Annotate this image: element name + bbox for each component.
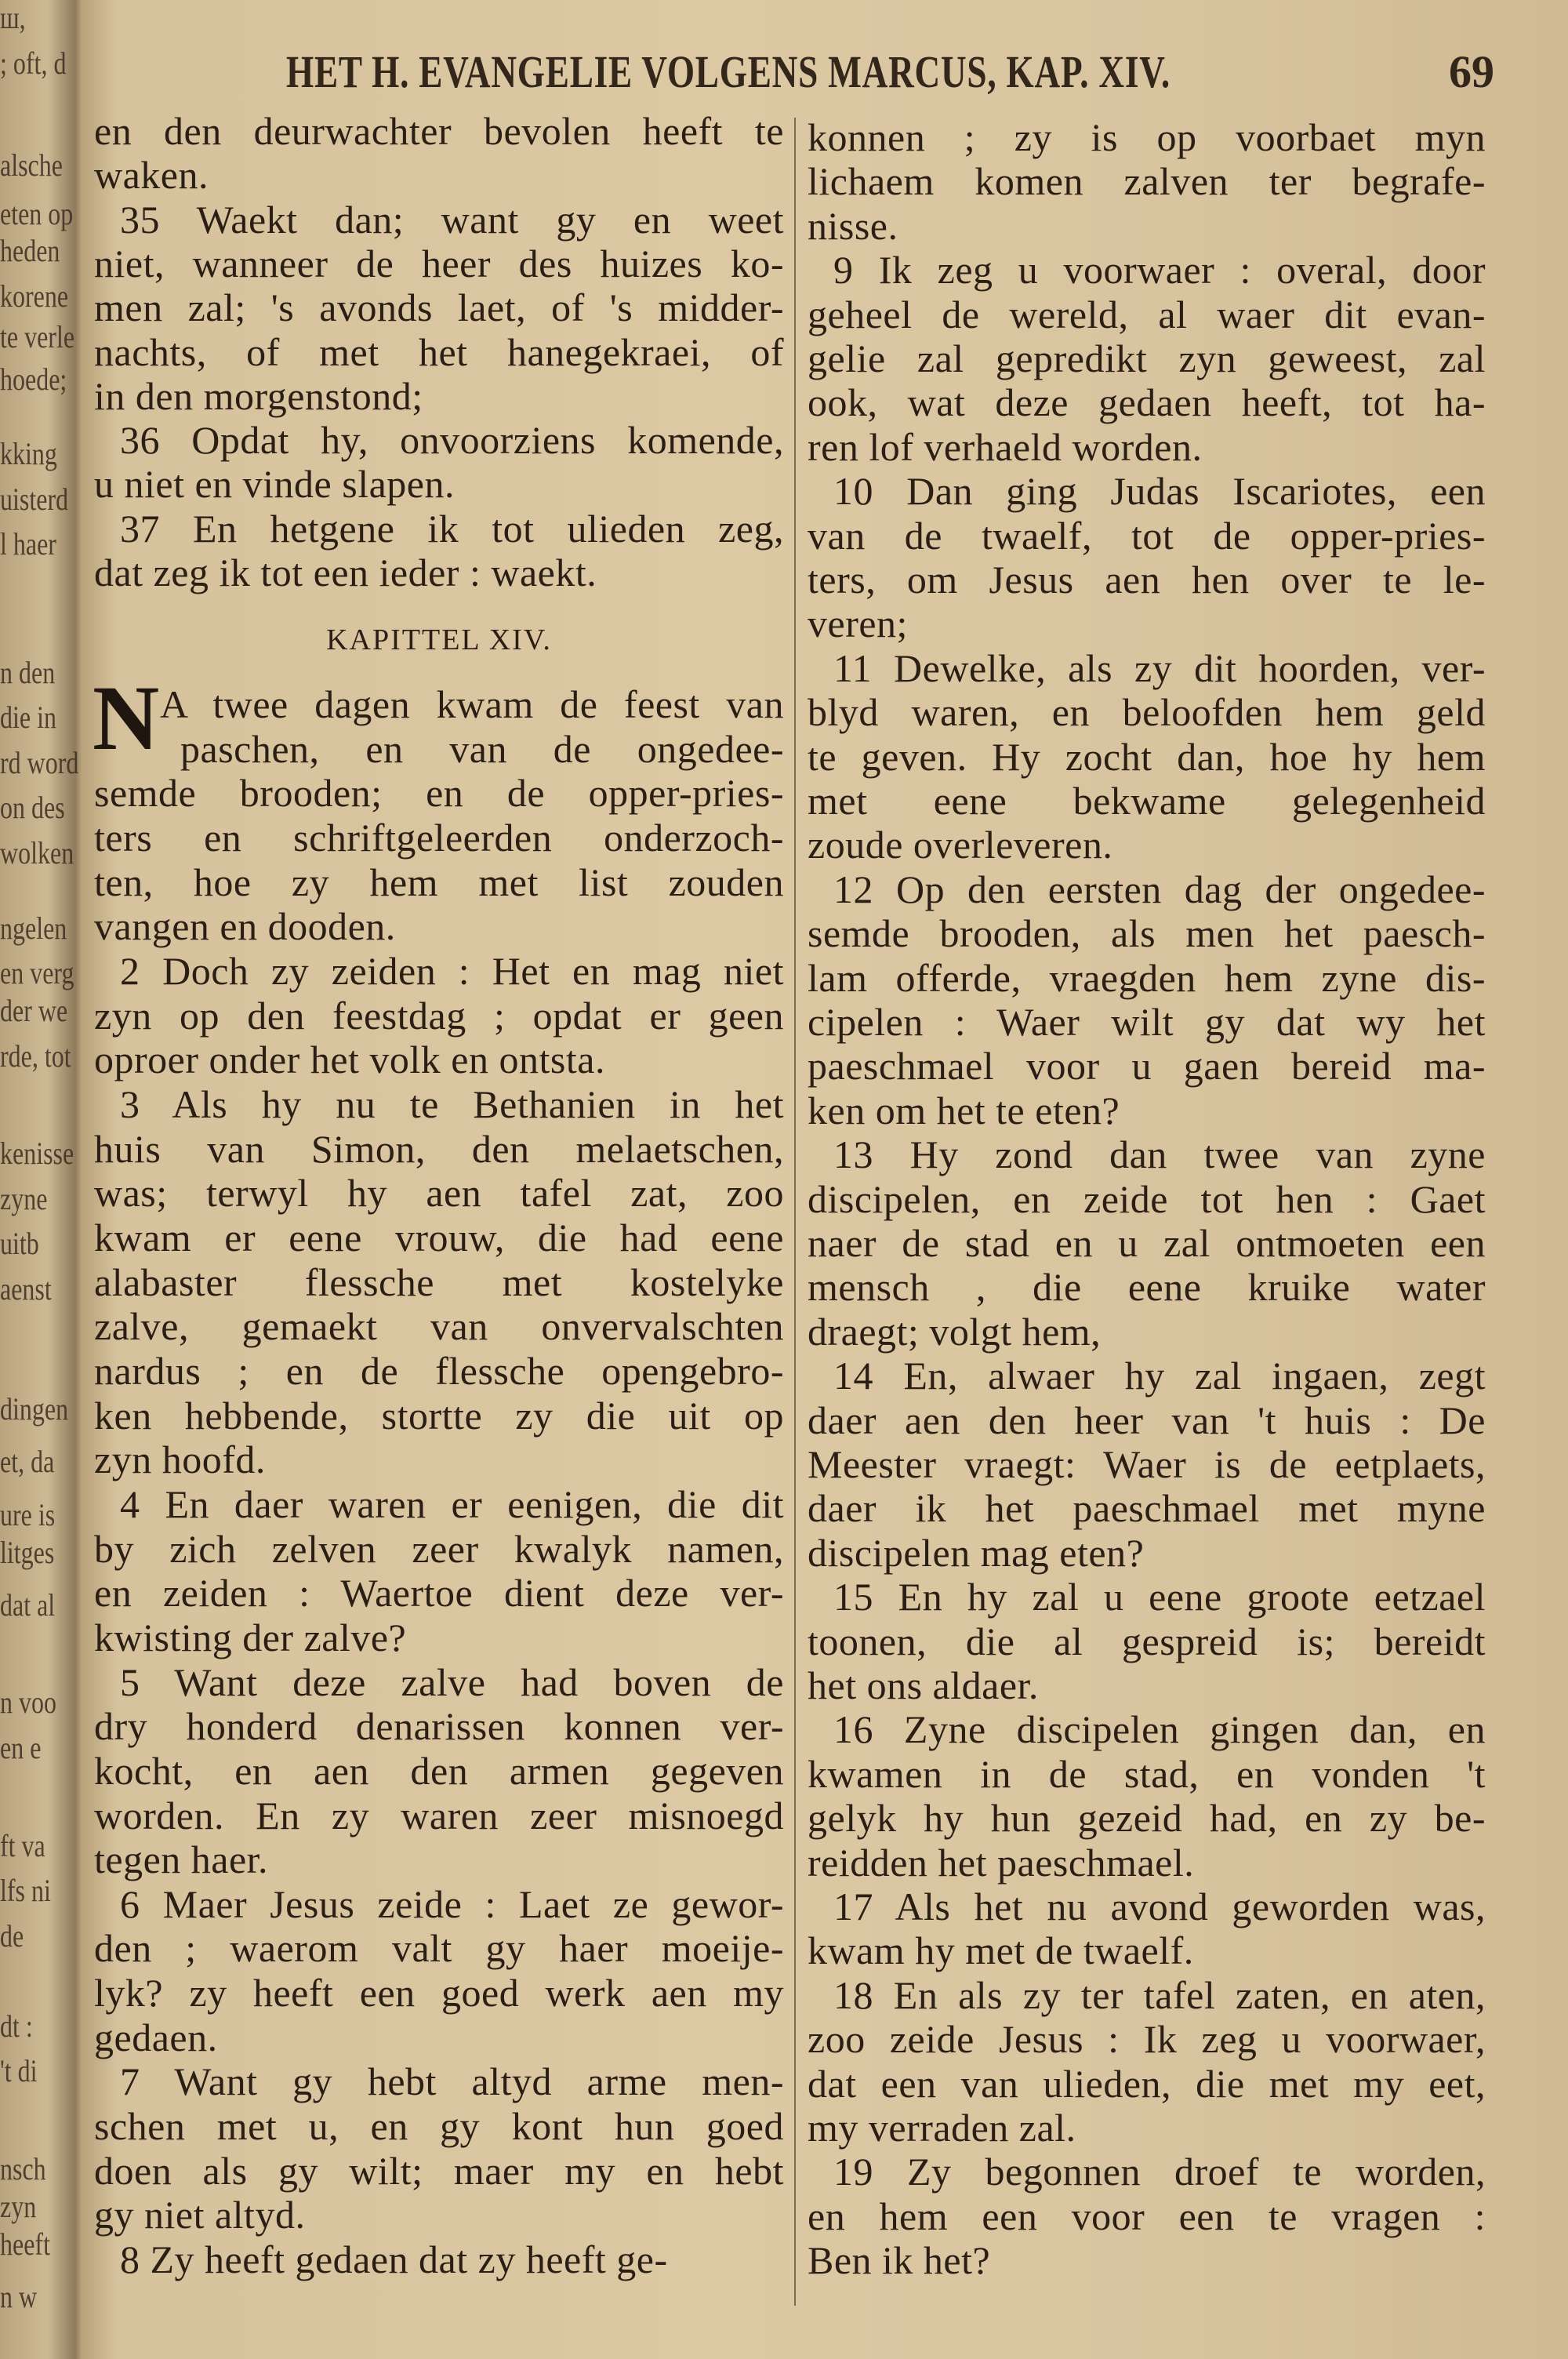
text-line: kwam hy met de twaelf. <box>808 1928 1194 1973</box>
margin-fragment: rde, tot <box>0 1038 71 1074</box>
text-line: gedaen. <box>94 2015 218 2059</box>
margin-fragment: ш, <box>0 0 26 36</box>
text-line: zoude overleveren. <box>808 823 1113 867</box>
margin-fragment: et, da <box>0 1444 55 1480</box>
text-line: doen als gy wilt; maer my en hebt <box>94 2148 784 2193</box>
text-line: kwamen in de stad, en vonden 't <box>808 1751 1486 1796</box>
margin-fragment: de <box>0 1917 24 1954</box>
margin-fragment: on des <box>0 790 65 826</box>
text-line: paschen, en van de ongedee- <box>180 726 784 771</box>
text-line: 37 En hetgene ik tot ulieden zeg, <box>120 506 784 551</box>
text-line: 16 Zyne discipelen gingen dan, en <box>833 1707 1486 1752</box>
text-line: lyk? zy heeft een goed werk aen my <box>94 1971 784 2016</box>
text-line: semde brooden; en de opper-pries- <box>94 771 784 816</box>
text-line: dry honderd denarissen konnen ver- <box>94 1704 784 1749</box>
text-line: zyn hoofd. <box>94 1438 266 1482</box>
margin-fragment: en verg <box>0 955 74 991</box>
margin-fragment: eten op <box>0 195 74 231</box>
margin-fragment: zyne <box>0 1180 48 1216</box>
drop-cap: N <box>93 667 160 769</box>
text-line: lam offerde, vraegden hem zyne dis- <box>808 955 1486 1000</box>
text-line: ters, om Jesus aen hen over te le- <box>808 558 1486 602</box>
text-line: ken om het te eten? <box>808 1088 1120 1132</box>
text-line: 36 Opdat hy, onvoorziens komende, <box>120 418 784 463</box>
margin-fragment: aenst <box>0 1270 52 1307</box>
running-header: HET H. EVANGELIE VOLGENS MARCUS, KAP. XIV. <box>286 46 1171 97</box>
text-line: kwisting der zalve? <box>94 1615 407 1659</box>
column-rule <box>794 118 796 2306</box>
margin-fragment: wolken <box>0 834 74 871</box>
margin-fragment: uisterd <box>0 481 69 517</box>
text-line: worden. En zy waren zeer misnoegd <box>94 1793 784 1837</box>
text-line: ten, hoe zy hem met list zouden <box>94 860 784 904</box>
text-line: mensch , die eene kruike water <box>808 1265 1486 1310</box>
margin-fragment: n den <box>0 654 56 690</box>
margin-fragment: lfs ni <box>0 1873 51 1909</box>
text-line: daer aen den heer van 't huis : De <box>808 1398 1486 1442</box>
text-line: 6 Maer Jesus zeide : Laet ze gewor- <box>120 1881 784 1926</box>
margin-fragment: nsch <box>0 2150 46 2186</box>
page-number: 69 <box>1449 46 1494 97</box>
text-line: 3 Als hy nu te Bethanien in het <box>120 1081 784 1126</box>
text-line: 11 Dewelke, als zy dit hoorden, ver- <box>833 645 1486 690</box>
text-line: 12 Op den eersten dag der ongedee- <box>833 867 1486 911</box>
text-line: den ; waerom valt gy haer moeije- <box>94 1926 784 1971</box>
margin-fragment: heeft <box>0 2226 50 2262</box>
text-line: was; terwyl hy aen tafel zat, zoo <box>94 1171 784 1216</box>
text-line: cipelen : Waer wilt gy dat wy het <box>808 1000 1486 1044</box>
text-line: huis van Simon, den melaetschen, <box>94 1126 784 1171</box>
text-line: by zich zelven zeer kwalyk namen, <box>94 1526 784 1571</box>
text-line: schen met u, en gy kont hun goed <box>94 2104 784 2149</box>
text-line: tegen haer. <box>94 1837 269 1882</box>
text-line: in den morgenstond; <box>94 373 423 418</box>
text-line: van de twaelf, tot de opper-pries- <box>808 513 1486 558</box>
margin-fragment: dat al <box>0 1587 56 1623</box>
margin-fragment: n w <box>0 2278 38 2314</box>
text-line: 8 Zy heeft gedaen dat zy heeft ge- <box>120 2237 668 2282</box>
text-line: men zal; 's avonds laet, of 's midder- <box>94 285 784 330</box>
text-line: dat een van ulieden, die met my eet, <box>808 2061 1486 2106</box>
margin-fragment: ft va <box>0 1827 45 1863</box>
margin-fragment: uitb <box>0 1226 39 1262</box>
margin-fragment: te verle <box>0 318 75 354</box>
margin-fragment: zyn <box>0 2188 37 2224</box>
text-line: en hem een voor een te vragen : <box>808 2194 1486 2238</box>
text-line: gy niet altyd. <box>94 2193 306 2237</box>
text-line: vangen en dooden. <box>94 904 396 949</box>
text-line: semde brooden, als men het paesch- <box>808 911 1486 956</box>
text-line: naer de stad en u zal ontmoeten een <box>808 1221 1486 1265</box>
margin-fragment: kenisse <box>0 1136 74 1172</box>
text-line: konnen ; zy is op voorbaet myn <box>808 115 1486 159</box>
margin-fragment: dingen <box>0 1391 69 1427</box>
text-line: 17 Als het nu avond geworden was, <box>833 1885 1486 1928</box>
text-line: ook, wat deze gedaen heeft, tot ha- <box>808 380 1486 425</box>
text-line: te geven. Hy zocht dan, hoe hy hem <box>808 734 1486 779</box>
text-line: kwam er eene vrouw, die had eene <box>94 1215 784 1259</box>
text-line: 13 Hy zond dan twee van zyne <box>833 1132 1486 1177</box>
margin-fragment: ; oft, d <box>0 45 67 81</box>
text-line: 5 Want deze zalve had boven de <box>120 1659 784 1704</box>
text-line: kocht, en aen den armen gegeven <box>94 1748 784 1793</box>
text-line: 35 Waekt dan; want gy en weet <box>120 197 784 242</box>
text-line: 14 En, alwaer hy zal ingaen, zegt <box>833 1354 1486 1398</box>
text-line: 9 Ik zeg u voorwaer : overal, door <box>833 248 1486 293</box>
text-line: nachts, of met het hanegekraei, of <box>94 329 784 374</box>
text-line: 15 En hy zal u eene groote eetzael <box>833 1575 1486 1619</box>
text-line: reidden het paeschmael. <box>808 1840 1195 1885</box>
text-line: daer ik het paeschmael met myne <box>808 1486 1486 1531</box>
text-line: discipelen, en zeide tot hen : Gaet <box>808 1176 1486 1221</box>
text-line: gelyk hy hun gezeid had, en zy be- <box>808 1796 1486 1841</box>
text-line: niet, wanneer de heer des huizes ko- <box>94 241 784 285</box>
text-line: oproer onder het volk en ontsta. <box>94 1038 605 1082</box>
text-line: Meester vraegt: Waer is de eetplaets, <box>808 1442 1486 1486</box>
margin-fragment: korene <box>0 278 69 314</box>
text-line: en den deurwachter bevolen heeft te <box>94 109 784 153</box>
text-line: gelie zal gepredikt zyn geweest, zal <box>808 336 1486 380</box>
text-line: 18 En als zy ter tafel zaten, en aten, <box>833 1972 1486 2017</box>
text-line: geheel de wereld, al waer dit evan- <box>808 292 1486 336</box>
text-line: zyn op den feestdag ; opdat er geen <box>94 993 784 1038</box>
text-line: Ben ik het? <box>808 2238 991 2283</box>
text-line: 2 Doch zy zeiden : Het en mag niet <box>120 948 784 993</box>
margin-fragment: die in <box>0 700 56 736</box>
margin-fragment: litges <box>0 1534 55 1570</box>
text-line: u niet en vinde slapen. <box>94 462 455 507</box>
margin-fragment: dt : <box>0 2008 33 2044</box>
text-line: zoo zeide Jesus : Ik zeg u voorwaer, <box>808 2017 1486 2062</box>
text-line: en zeiden : Waertoe dient deze ver- <box>94 1571 784 1616</box>
margin-fragment: hoede; <box>0 361 67 397</box>
text-line: ters en schriftgeleerden onderzoch- <box>94 815 784 860</box>
text-line: ren lof verhaeld worden. <box>808 424 1203 469</box>
chapter-heading: KAPITTEL XIV. <box>326 623 552 656</box>
margin-fragment: heden <box>0 233 60 269</box>
margin-fragment: en e <box>0 1729 42 1765</box>
margin-fragment: ure is <box>0 1496 56 1532</box>
margin-fragment: der we <box>0 993 68 1029</box>
text-line: 7 Want gy hebt altyd arme men- <box>120 2059 784 2104</box>
margin-fragment: l haer <box>0 526 56 562</box>
text-line: dat zeg ik tot een ieder : waekt. <box>94 551 597 594</box>
text-line: 19 Zy begonnen droef te worden, <box>833 2150 1486 2194</box>
text-line: 10 Dan ging Judas Iscariotes, een <box>833 469 1486 514</box>
text-line: 4 En daer waren er eenigen, die dit <box>120 1481 784 1526</box>
text-line: zalve, gemaekt van onvervalschten <box>94 1304 784 1349</box>
text-line: my verraden zal. <box>808 2106 1076 2150</box>
text-line: toonen, die al gespreid is; bereidt <box>808 1619 1486 1663</box>
text-line: draegt; volgt hem, <box>808 1309 1102 1354</box>
text-line: paeschmael voor u gaen bereid ma- <box>808 1044 1486 1089</box>
text-line: A twee dagen kwam de feest van <box>160 682 784 726</box>
text-line: nisse. <box>808 203 898 248</box>
text-line: alabaster flessche met kostelyke <box>94 1259 784 1304</box>
margin-fragment: n voo <box>0 1685 56 1721</box>
text-line: veren; <box>808 602 908 646</box>
margin-fragment: alsche <box>0 147 63 184</box>
text-line: met eene bekwame gelegenheid <box>808 779 1486 823</box>
margin-fragment: 't di <box>0 2053 38 2089</box>
text-line: het ons aldaer. <box>808 1663 1039 1707</box>
text-line: blyd waren, en beloofden hem geld <box>808 690 1486 735</box>
margin-fragment: ngelen <box>0 910 67 946</box>
text-line: lichaem komen zalven ter begrafe- <box>808 159 1486 204</box>
text-line: discipelen mag eten? <box>808 1530 1145 1575</box>
text-line: nardus ; en de flessche opengebro- <box>94 1348 784 1393</box>
text-line: ken hebbende, stortte zy die uit op <box>94 1393 784 1438</box>
text-line: waken. <box>94 153 209 198</box>
margin-fragment: kking <box>0 436 57 472</box>
margin-fragment: rd word <box>0 744 79 780</box>
